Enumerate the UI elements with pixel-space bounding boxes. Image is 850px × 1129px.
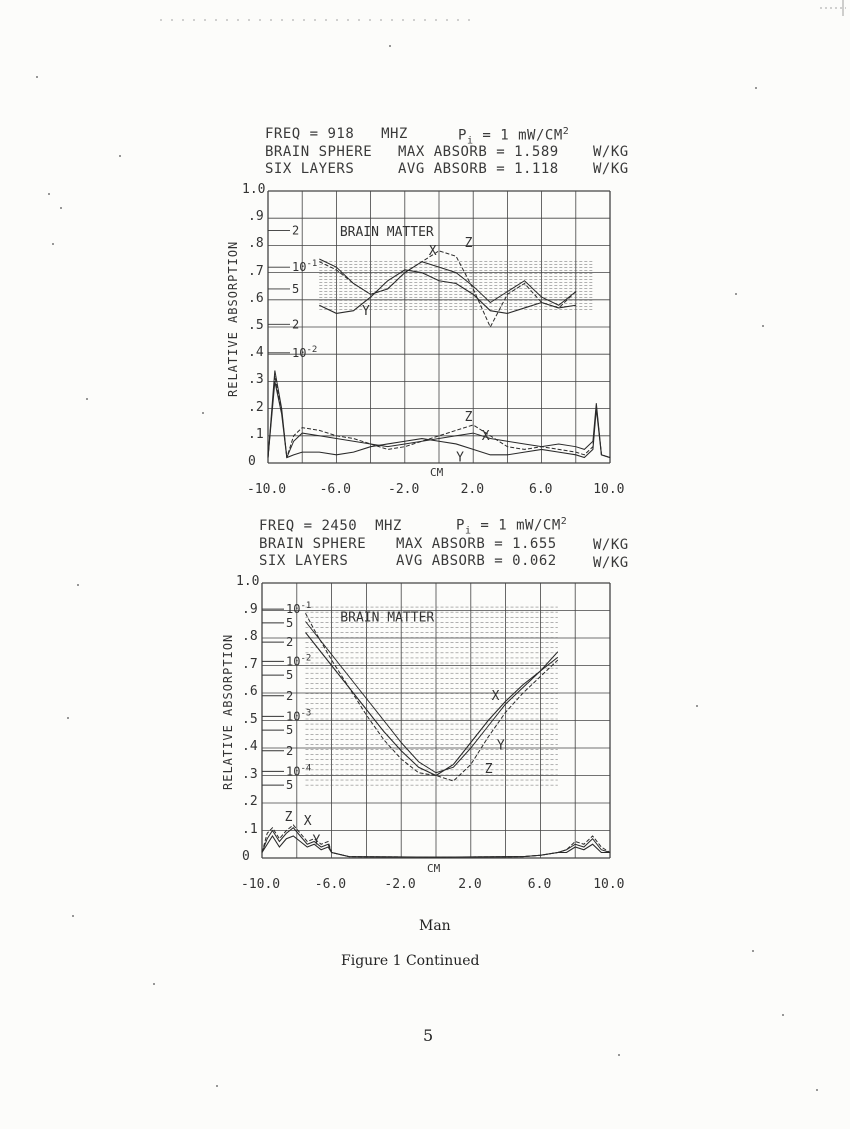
chart-1-log-label: 2	[292, 223, 300, 238]
chart-1-log-label: $10^{-2}$	[292, 344, 318, 360]
chart-2-log-label: $10^{-3}$	[286, 708, 312, 724]
chart-2-header-power: $P_i = 1$ $mW/CM^2$	[456, 516, 568, 537]
chart-2-log-label: $10^{-1}$	[286, 601, 312, 617]
chart-1-x-axis-label: CM	[430, 466, 444, 479]
chart-1-log-series-y	[319, 270, 576, 314]
chart-1-x-tick-label: 2.0	[460, 482, 485, 497]
chart-2-series-label-x: X	[491, 688, 500, 704]
chart-2-header-model: BRAIN SPHERE	[259, 536, 367, 552]
chart-1-header-freq: FREQ = 918 MHZ	[265, 126, 408, 142]
chart-2-header-avg-unit: W/KG	[593, 555, 629, 571]
chart-2-log-series-x	[306, 622, 558, 773]
chart-2-log-label: 5	[286, 723, 294, 738]
chart-1-y-tick-label: .3	[248, 372, 264, 388]
chart-1-y-tick-label: .5	[248, 318, 264, 333]
chart-1-y-tick-label: .2	[248, 399, 264, 415]
chart-1-x-tick-label: -6.0	[319, 482, 351, 497]
chart-1-y-tick-label: .9	[248, 209, 264, 225]
chart-2-log-label: $10^{-4}$	[286, 763, 312, 779]
chart-2-region-label: BRAIN MATTER	[340, 610, 435, 626]
chart-2-log-series-y	[306, 633, 558, 776]
chart-2-series-label-y: Y	[312, 833, 321, 849]
chart-2-y-tick-label: 1.0	[236, 574, 260, 589]
chart-2-x-tick-label: 2.0	[458, 877, 482, 892]
chart-1-series-label-z: Z	[464, 235, 473, 251]
chart-2-y-tick-label: .6	[242, 684, 258, 699]
chart-2-header-max-absorb: MAX ABSORB = 1.655	[396, 536, 557, 552]
chart-1-series-label-x: X	[481, 428, 490, 444]
chart-2-log-series-z	[306, 610, 558, 781]
chart-1-y-tick-label: .8	[248, 236, 264, 252]
chart-2-log-label: 2	[286, 688, 294, 703]
chart-2-series-label-x: X	[303, 814, 312, 829]
chart-2-header-max-unit: W/KG	[593, 537, 629, 553]
page-number: 5	[423, 1026, 434, 1045]
chart-1-header-layers: SIX LAYERS	[265, 161, 355, 177]
chart-2-log-label: 5	[286, 615, 294, 630]
chart-1-header-max-absorb: MAX ABSORB = 1.589	[398, 144, 559, 160]
chart-1-header-avg-unit: W/KG	[593, 161, 629, 177]
chart-2-y-tick-label: .1	[242, 821, 258, 837]
chart-1-log-label: 2	[292, 317, 300, 332]
chart-1-series-label-y: Y	[362, 303, 370, 319]
chart-2-x-tick-label: 6.0	[527, 877, 552, 892]
chart-1-y-axis-label: RELATIVE ABSORPTION	[226, 240, 240, 397]
caption-subject: Man	[419, 918, 451, 934]
chart-2-header-avg-absorb: AVG ABSORB = 0.062	[396, 553, 557, 569]
chart-2-header-layers: SIX LAYERS	[259, 553, 349, 569]
chart-2-series-label-y: Y	[496, 738, 505, 754]
chart-1-y-tick-label: .6	[248, 290, 264, 306]
chart-1-region-label: BRAIN MATTER	[339, 224, 434, 240]
chart-2-header-freq: FREQ = 2450 MHZ	[259, 518, 402, 534]
chart-2-y-tick-label: .3	[242, 766, 258, 782]
chart-1-log-label: 5	[292, 281, 300, 296]
chart-2-series-label-z: Z	[284, 809, 293, 825]
chart-1-header-power: $P_i = 1$ $mW/CM^2$	[458, 126, 570, 147]
chart-1-series-label-x: X	[428, 243, 437, 259]
figure-caption: Figure 1 Continued	[341, 953, 480, 969]
chart-2-x-tick-label: -2.0	[384, 877, 416, 892]
chart-1-y-tick-label: .4	[248, 345, 264, 361]
chart-2-x-axis-label: CM	[427, 862, 441, 875]
chart-1-x-tick-label: -10.0	[247, 482, 287, 497]
chart-2-x-tick-label: 10.0	[593, 877, 625, 892]
chart-1-x-tick-label: 10.0	[593, 482, 625, 497]
chart-1-y-tick-label: .7	[248, 263, 264, 279]
chart-1-log-label: $10^{-1}$	[292, 259, 318, 275]
chart-2-y-tick-label: .7	[242, 656, 258, 672]
chart-1-series-label-y: Y	[456, 450, 464, 466]
chart-2-y-tick-label: .2	[242, 794, 258, 809]
chart-2-y-tick-label: .9	[242, 601, 258, 617]
chart-2-y-tick-label: .4	[242, 739, 258, 754]
chart-1-header-avg-absorb: AVG ABSORB = 1.118	[398, 161, 559, 177]
chart-1-header-model: BRAIN SPHERE	[265, 144, 373, 160]
chart-2-log-label: 5	[286, 668, 294, 683]
chart-2-y-axis-label: RELATIVE ABSORPTION	[221, 633, 235, 790]
chart-2-log-label: 2	[286, 743, 294, 758]
chart-1-y-tick-label: 1.0	[242, 182, 266, 197]
chart-2-x-tick-label: -6.0	[314, 877, 347, 892]
chart-1-y-tick-label: .1	[248, 426, 264, 442]
chart-1-header-max-unit: W/KG	[593, 144, 629, 160]
chart-1-x-tick-label: -2.0	[388, 482, 420, 497]
chart-1-y-tick-label: 0	[248, 454, 256, 469]
chart-2-x-tick-label: -10.0	[241, 877, 281, 892]
chart-2-y-tick-label: .8	[242, 629, 258, 644]
chart-2-y-tick-label: 0	[242, 849, 250, 864]
chart-2-log-label: 5	[286, 778, 294, 793]
chart-2-log-label: 2	[286, 635, 294, 650]
chart-2-series-label-z: Z	[484, 761, 493, 777]
chart-2-log-label: $10^{-2}$	[286, 653, 312, 669]
chart-1-x-tick-label: 6.0	[529, 482, 553, 497]
chart-2-y-tick-label: .5	[242, 711, 258, 727]
chart-1-log-series-z	[319, 251, 576, 327]
chart-1-series-label-z: Z	[464, 409, 473, 425]
